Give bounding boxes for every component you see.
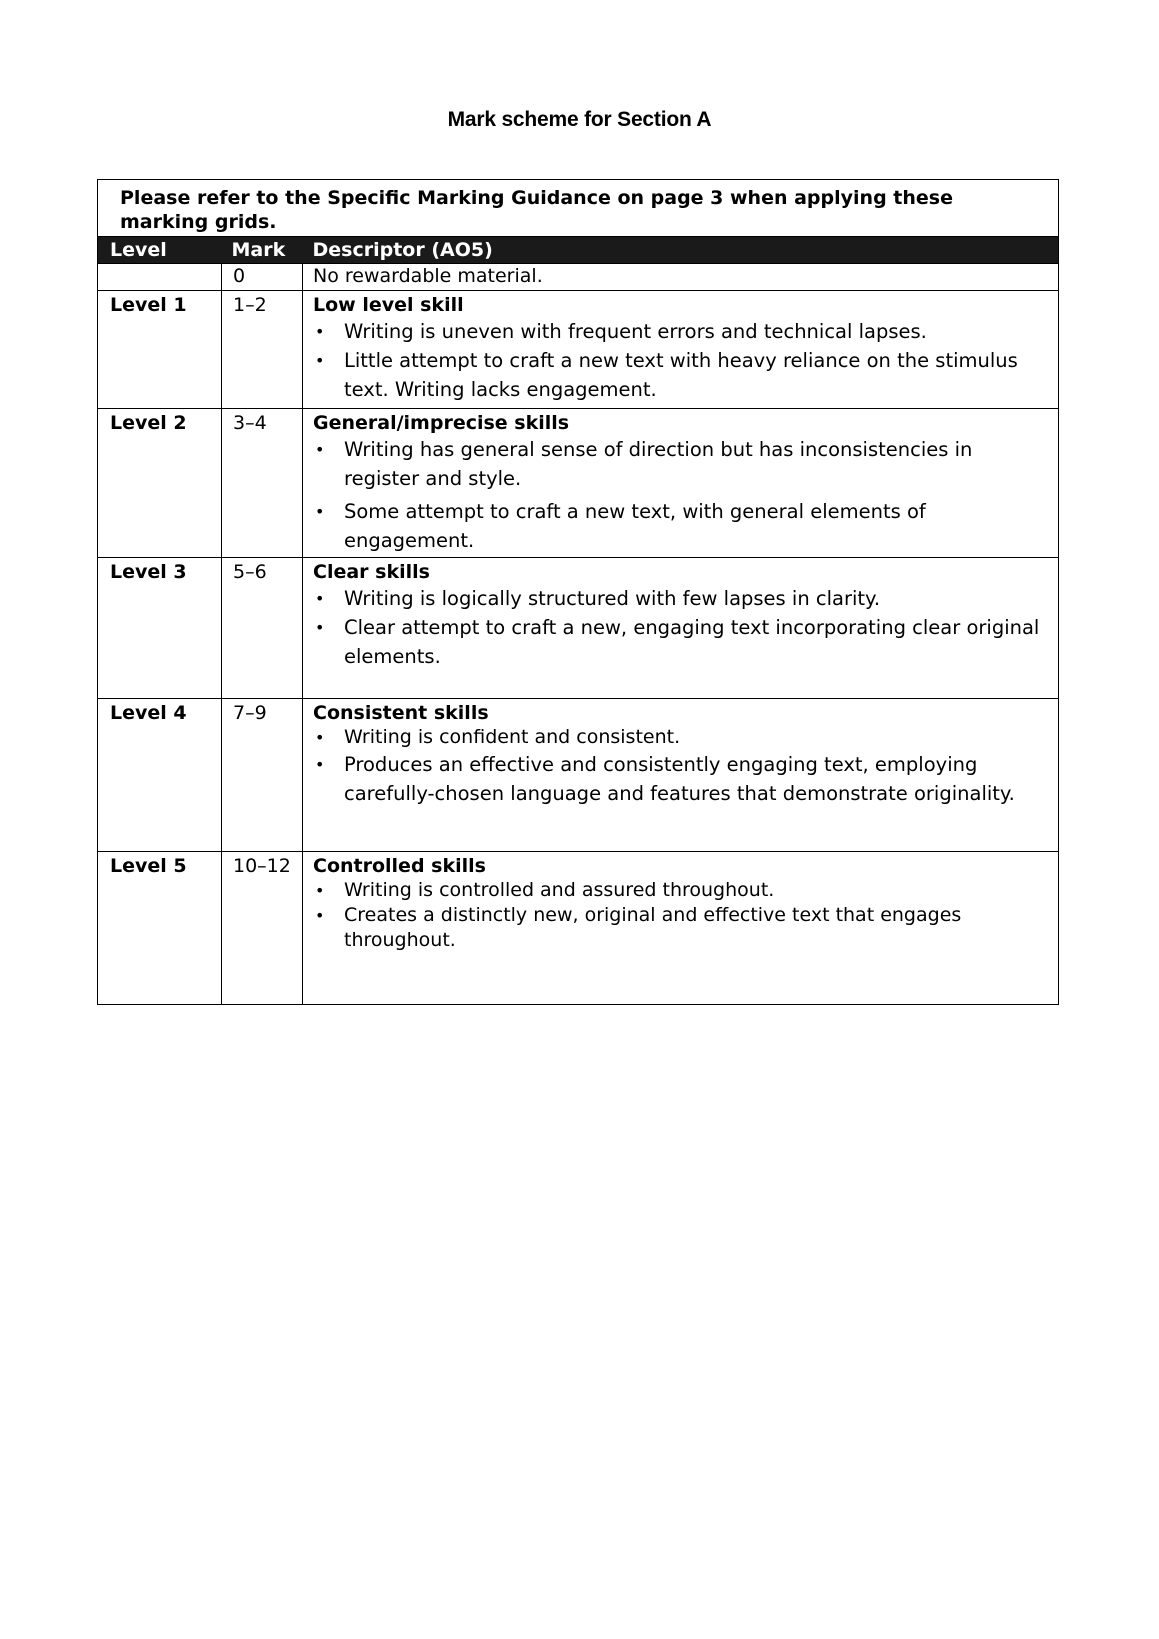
list-item	[313, 584, 1050, 613]
mark-cell: 5–6	[222, 558, 303, 699]
mark-cell: 10–12	[222, 852, 303, 1005]
descriptor-title: Controlled skills	[313, 855, 486, 877]
list-item	[313, 750, 1050, 808]
descriptor-cell	[303, 558, 1059, 699]
bullet-icon: •	[315, 618, 325, 637]
list-item	[313, 725, 1050, 750]
bullet-text: Produces an effective and consistently engaging text, employing carefully-chosen language and features that demonstrate originality.	[344, 753, 1015, 805]
bullet-list	[313, 725, 1050, 808]
bullet-text: Writing has general sense of direction but has inconsistencies in register and style.	[344, 438, 973, 490]
level-cell: Level 4	[98, 699, 222, 852]
bullet-text: Writing is uneven with frequent errors and technical lapses.	[344, 320, 927, 343]
bullet-icon: •	[315, 351, 325, 370]
level-cell: Level 1	[98, 291, 222, 409]
guidance-note: Please refer to the Specific Marking Guidance on page 3 when applying these marking grids.	[98, 180, 1059, 237]
page-title: Mark scheme for Section A	[447, 108, 712, 131]
header-level: Level	[98, 237, 222, 264]
table-row	[98, 264, 1059, 291]
mark-cell: 0	[222, 264, 303, 291]
bullet-text: Clear attempt to craft a new, engaging text incorporating clear original elements.	[344, 616, 1040, 668]
marking-grid-table	[97, 179, 1059, 1005]
level-cell	[98, 264, 222, 291]
bullet-icon: •	[315, 728, 325, 747]
descriptor-title: Clear skills	[313, 561, 430, 583]
bullet-list	[313, 435, 1050, 555]
bullet-icon: •	[315, 589, 325, 608]
bullet-text: Writing is confident and consistent.	[344, 726, 681, 748]
table-row	[98, 291, 1059, 409]
level-cell: Level 2	[98, 409, 222, 558]
bullet-list	[313, 878, 1050, 953]
list-item	[313, 435, 1050, 493]
level-cell: Level 3	[98, 558, 222, 699]
descriptor-title: General/imprecise skills	[313, 412, 570, 434]
table-row	[98, 558, 1059, 699]
descriptor-title: Low level skill	[313, 294, 464, 316]
mark-cell: 3–4	[222, 409, 303, 558]
descriptor-text: No rewardable material.	[313, 265, 543, 287]
bullet-icon: •	[315, 755, 325, 774]
header-mark: Mark	[222, 237, 303, 264]
bullet-text: Little attempt to craft a new text with heavy reliance on the stimulus text. Writing lacks engagement.	[344, 349, 1018, 401]
descriptor-cell	[303, 409, 1059, 558]
list-item	[313, 613, 1050, 671]
table-row	[98, 409, 1059, 558]
bullet-icon: •	[315, 881, 325, 900]
bullet-icon: •	[315, 502, 325, 521]
list-item	[313, 346, 1050, 404]
descriptor-cell	[303, 852, 1059, 1005]
header-row	[98, 237, 1059, 264]
bullet-icon: •	[315, 906, 325, 925]
list-item	[313, 317, 1050, 346]
table-row	[98, 852, 1059, 1005]
level-cell: Level 5	[98, 852, 222, 1005]
bullet-text: Some attempt to craft a new text, with general elements of engagement.	[344, 500, 926, 552]
list-item	[313, 903, 1050, 953]
bullet-icon: •	[315, 440, 325, 459]
bullet-text: Writing is logically structured with few lapses in clarity.	[344, 587, 881, 610]
list-item	[313, 497, 1050, 555]
descriptor-cell	[303, 699, 1059, 852]
header-descriptor: Descriptor (AO5)	[303, 237, 1059, 264]
mark-cell: 7–9	[222, 699, 303, 852]
descriptor-title: Consistent skills	[313, 702, 489, 724]
bullet-text: Writing is controlled and assured throughout.	[344, 879, 775, 901]
list-item	[313, 878, 1050, 903]
descriptor-cell	[303, 264, 1059, 291]
bullet-text: Creates a distinctly new, original and effective text that engages throughout.	[344, 904, 962, 951]
guidance-row	[98, 180, 1059, 237]
descriptor-cell	[303, 291, 1059, 409]
bullet-list	[313, 584, 1050, 671]
bullet-icon: •	[315, 322, 325, 341]
bullet-list	[313, 317, 1050, 404]
table-row	[98, 699, 1059, 852]
mark-cell: 1–2	[222, 291, 303, 409]
